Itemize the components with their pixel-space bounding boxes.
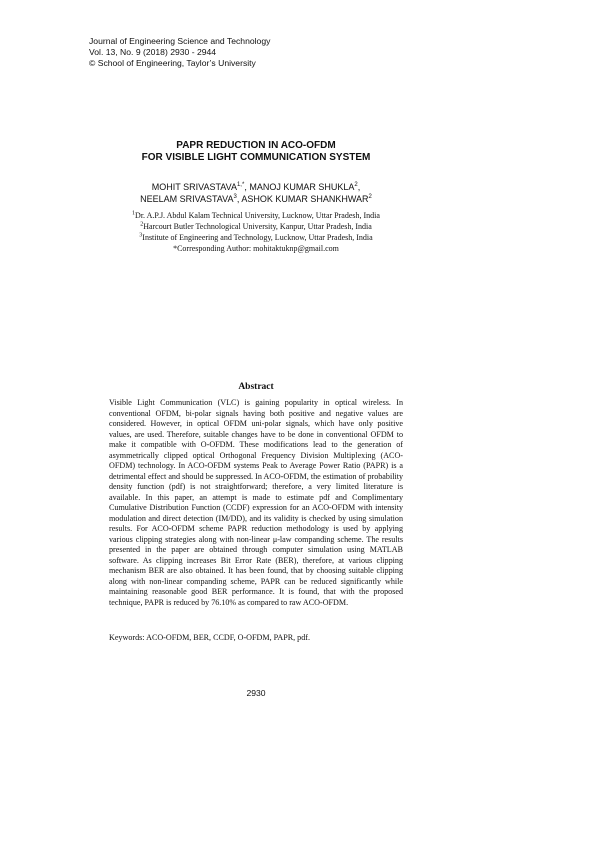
affiliation-text: Institute of Engineering and Technology, Lucknow, Uttar Pradesh, India xyxy=(142,233,373,242)
author-line-2: NEELAM SRIVASTAVA$^3$, ASHOK KUMAR SHANKHWAR$^2$ xyxy=(140,194,372,204)
affiliation-list xyxy=(89,210,423,254)
author-affiliation-mark: 3 xyxy=(233,194,237,200)
author-affiliation-mark: 2 xyxy=(354,182,358,188)
affiliation-item xyxy=(89,210,423,221)
journal-name: Journal of Engineering Science and Technology xyxy=(89,36,271,46)
author-list xyxy=(89,181,423,205)
paper-title xyxy=(89,140,423,164)
corresponding-author-text: *Corresponding Author: mohitaktuknp@gmail.com xyxy=(173,244,339,253)
affiliation-text: Dr. A.P.J. Abdul Kalam Technical University, Lucknow, Uttar Pradesh, India xyxy=(135,211,380,220)
author-affiliation-mark: 1,* xyxy=(236,182,245,188)
affiliation-mark: 1 xyxy=(132,210,136,217)
affiliation-text: Harcourt Butler Technological University, Kanpur, Uttar Pradesh, India xyxy=(143,222,372,231)
journal-volume: Vol. 13, No. 9 (2018) 2930 - 2944 xyxy=(89,47,217,57)
author-name: ASHOK KUMAR SHANKHWAR xyxy=(241,194,369,204)
author-affiliation-mark: 2 xyxy=(368,194,372,200)
affiliation-item xyxy=(89,232,423,243)
author-name: MANOJ KUMAR SHUKLA xyxy=(249,182,355,192)
affiliation-mark: 3 xyxy=(139,232,143,239)
keywords: Keywords: ACO-OFDM, BER, CCDF, O-OFDM, PAPR, pdf. xyxy=(109,633,310,642)
corresponding-author xyxy=(89,243,423,254)
author-name: NEELAM SRIVASTAVA xyxy=(140,194,234,204)
author-line-1: MOHIT $SRIVASTAVA^{1,*}$, MANOJ KUMAR SHUKLA$^2$, xyxy=(151,182,361,192)
author-name: MOHIT SRIVASTAVA xyxy=(151,182,237,192)
abstract-heading: Abstract xyxy=(238,382,274,392)
affiliation-item xyxy=(89,221,423,232)
paper-title-line2: FOR VISIBLE LIGHT COMMUNICATION SYSTEM xyxy=(141,152,371,163)
paper-title-line1: PAPR REDUCTION IN ACO-OFDM xyxy=(176,140,336,151)
page-number: 2930 xyxy=(246,688,266,698)
affiliation-mark: 2 xyxy=(140,221,144,228)
abstract-body: Visible Light Communication (VLC) is gaining popularity in optical wireless. In conventional OFDM, bi-polar signals having both positive and negative values are considered. However, in optical OFDM uni-polar signals, which have only positive values, are used. Therefore, suitable changes have to be done in conventional OFDM to make it compatible with O-OFDM. These modifications lead to the generation of asymmetrically clipped optical Orthogonal Frequency Division Multiplexing (ACO-OFDM) technology. In ACO-OFDM systems Peak to Average Power Ratio (PAPR) is a detrimental effect and should be suppressed. In ACO-OFDM, the estimation of probability density function (pdf) is not straightforward; therefore, a very limited literature is available. In this paper, an attempt is made to estimate pdf and Complimentary Cumulative Distribution Function (CCDF) expression for an ACO-OFDM with intensity modulation and direct detection (IM/DD), and its validity is checked by using simulation results. For ACO-OFDM scheme PAPR reduction methodology is used by applying various clipping strategies along with non-linear μ-law companding scheme. The results presented in the paper are obtained through computer simulation using MATLAB software. As clipping increases Bit Error Rate (BER), therefore, at various clipping mechanism BER are also obtained. It has been found, that by choosing suitable clipping along with non-linear companding scheme, PAPR can be reduced significantly while maintaining reasonable good BER performance. It is found, that with the proposed technique, PAPR is reduced by 76.10% as compared to raw ACO-OFDM. xyxy=(109,398,403,607)
journal-header xyxy=(89,36,389,69)
journal-copyright: © School of Engineering, Taylor’s University xyxy=(89,58,256,68)
